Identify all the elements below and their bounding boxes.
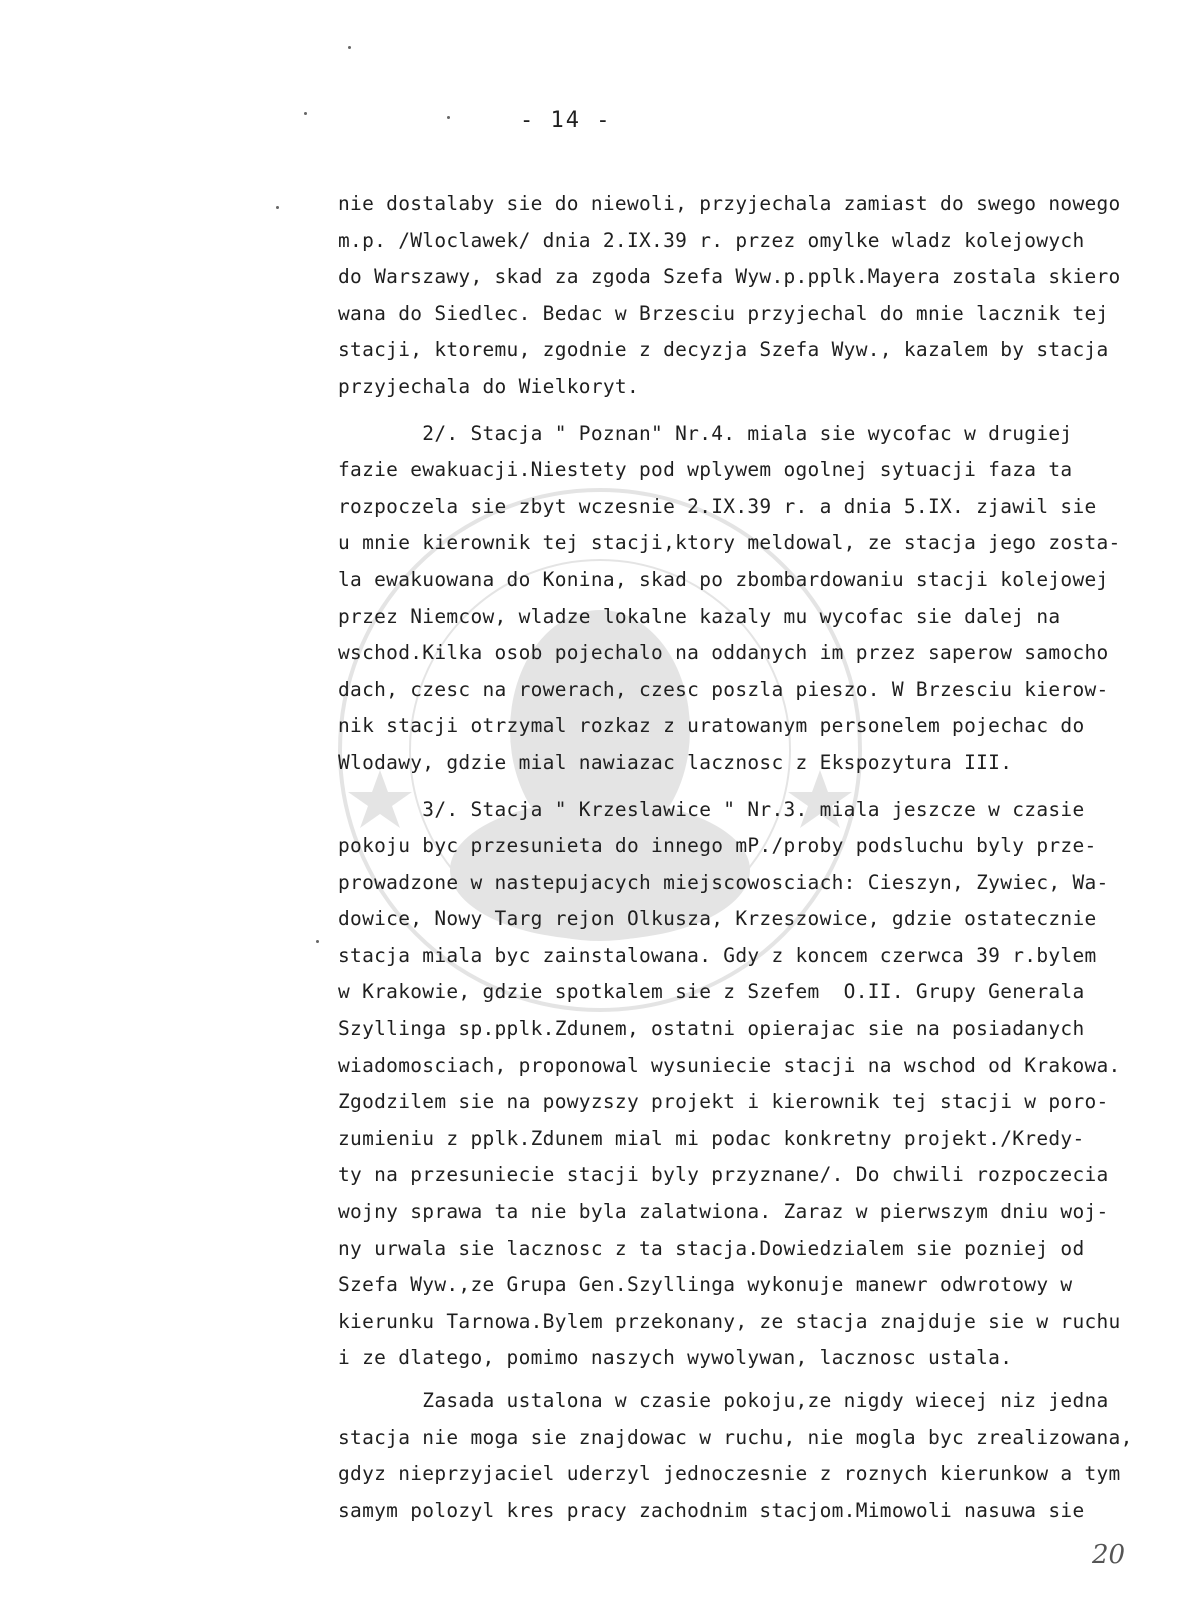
text-line: stacji, ktoremu, zgodnie z decyzja Szefa Wyw., kazalem by stacja bbox=[338, 338, 1109, 362]
text-line: wana do Siedlec. Bedac w Brzesciu przyjechal do mnie lacznik tej bbox=[338, 301, 1109, 325]
text-line: prowadzone w nastepujacych miejscowosciach: Cieszyn, Zywiec, Wa- bbox=[338, 870, 1109, 894]
scan-speck bbox=[316, 940, 319, 943]
text-line: Szefa Wyw.,ze Grupa Gen.Szyllinga wykonuje manewr odwrotowy w bbox=[338, 1273, 1073, 1297]
text-line: m.p. /Wloclawek/ dnia 2.IX.39 r. przez omylke wladz kolejowych bbox=[338, 228, 1085, 252]
text-line: pokoju byc przesunieta do innego mP./proby podsluchu byly prze- bbox=[338, 834, 1097, 858]
text-line: nie dostalaby sie do niewoli, przyjechala zamiast do swego nowego bbox=[338, 192, 1121, 215]
text-line: wojny sprawa ta nie byla zalatwiona. Zaraz w pierwszym dniu woj- bbox=[338, 1200, 1109, 1224]
text-line: Wlodawy, gdzie mial nawiazac lacznosc z Ekspozytura III. bbox=[338, 750, 1013, 774]
text-line: przyjechala do Wielkoryt. bbox=[338, 374, 639, 398]
scan-speck bbox=[276, 206, 279, 209]
paragraph-3-start: 3/. Stacja " Krzeslawice " Nr.3. miala jeszcze w czasie bbox=[338, 797, 1085, 821]
text-line: kierunku Tarnowa.Bylem przekonany, ze stacja znajduje sie w ruchu bbox=[338, 1309, 1121, 1333]
text-line: przez Niemcow, wladze lokalne kazaly mu wycofac sie dalej na bbox=[338, 604, 1061, 628]
text-line: Zgodzilem sie na powyzszy projekt i kierownik tej stacji w poro- bbox=[338, 1090, 1109, 1114]
text-line: la ewakuowana do Konina, skad po zbombardowaniu stacji kolejowej bbox=[338, 567, 1109, 591]
page-number: - 14 - bbox=[520, 108, 612, 133]
handwritten-folio-number: 20 bbox=[1092, 1540, 1126, 1570]
text-line: dowice, Nowy Targ rejon Olkusza, Krzeszowice, gdzie ostatecznie bbox=[338, 907, 1097, 931]
scan-speck bbox=[304, 112, 307, 115]
paragraph-4-start: Zasada ustalona w czasie pokoju,ze nigdy wiecej niz jedna bbox=[338, 1389, 1109, 1412]
text-line: nik stacji otrzymal rozkaz z uratowanym personelem pojechac do bbox=[338, 714, 1085, 738]
text-line: wiadomosciach, proponowal wysuniecie stacji na wschod od Krakowa. bbox=[338, 1053, 1121, 1077]
text-line: ty na przesuniecie stacji byly przyznane/. Do chwili rozpoczecia bbox=[338, 1163, 1109, 1187]
scan-speck bbox=[348, 46, 351, 49]
text-line: samym polozyl kres pracy zachodnim stacjom.Mimowoli nasuwa sie bbox=[338, 1498, 1085, 1522]
text-line: u mnie kierownik tej stacji,ktory meldowal, ze stacja jego zosta- bbox=[338, 531, 1121, 555]
text-line: rozpoczela sie zbyt wczesnie 2.IX.39 r. a dnia 5.IX. zjawil sie bbox=[338, 494, 1097, 518]
text-line: stacja miala byc zainstalowana. Gdy z koncem czerwca 39 r.bylem bbox=[338, 943, 1097, 967]
text-line: Szyllinga sp.pplk.Zdunem, ostatni opierajac sie na posiadanych bbox=[338, 1017, 1085, 1041]
text-line: w Krakowie, gdzie spotkalem sie z Szefem O.II. Grupy Generala bbox=[338, 980, 1085, 1004]
paragraph-2-start: 2/. Stacja " Poznan" Nr.4. miala sie wycofac w drugiej bbox=[338, 421, 1073, 445]
text-line: gdyz nieprzyjaciel uderzyl jednoczesnie z roznych kierunkow a tym bbox=[338, 1462, 1121, 1486]
text-line: zumieniu z pplk.Zdunem mial mi podac konkretny projekt./Kredy- bbox=[338, 1126, 1085, 1150]
text-line: wschod.Kilka osob pojechalo na oddanych im przez saperow samocho bbox=[338, 641, 1109, 665]
text-line: fazie ewakuacji.Niestety pod wplywem ogolnej sytuacji faza ta bbox=[338, 458, 1073, 482]
text-line: do Warszawy, skad za zgoda Szefa Wyw.p.pplk.Mayera zostala skiero bbox=[338, 265, 1121, 289]
text-line: dach, czesc na rowerach, czesc poszla pieszo. W Brzesciu kierow- bbox=[338, 677, 1109, 701]
text-line: i ze dlatego, pomimo naszych wywolywan, lacznosc ustala. bbox=[338, 1346, 1013, 1370]
text-line: stacja nie moga sie znajdowac w ruchu, nie mogla byc zrealizowana, bbox=[338, 1425, 1133, 1449]
typewritten-body bbox=[338, 186, 1158, 1529]
scan-speck bbox=[447, 116, 450, 119]
text-line: ny urwala sie lacznosc z ta stacja.Dowiedzialem sie pozniej od bbox=[338, 1236, 1085, 1260]
